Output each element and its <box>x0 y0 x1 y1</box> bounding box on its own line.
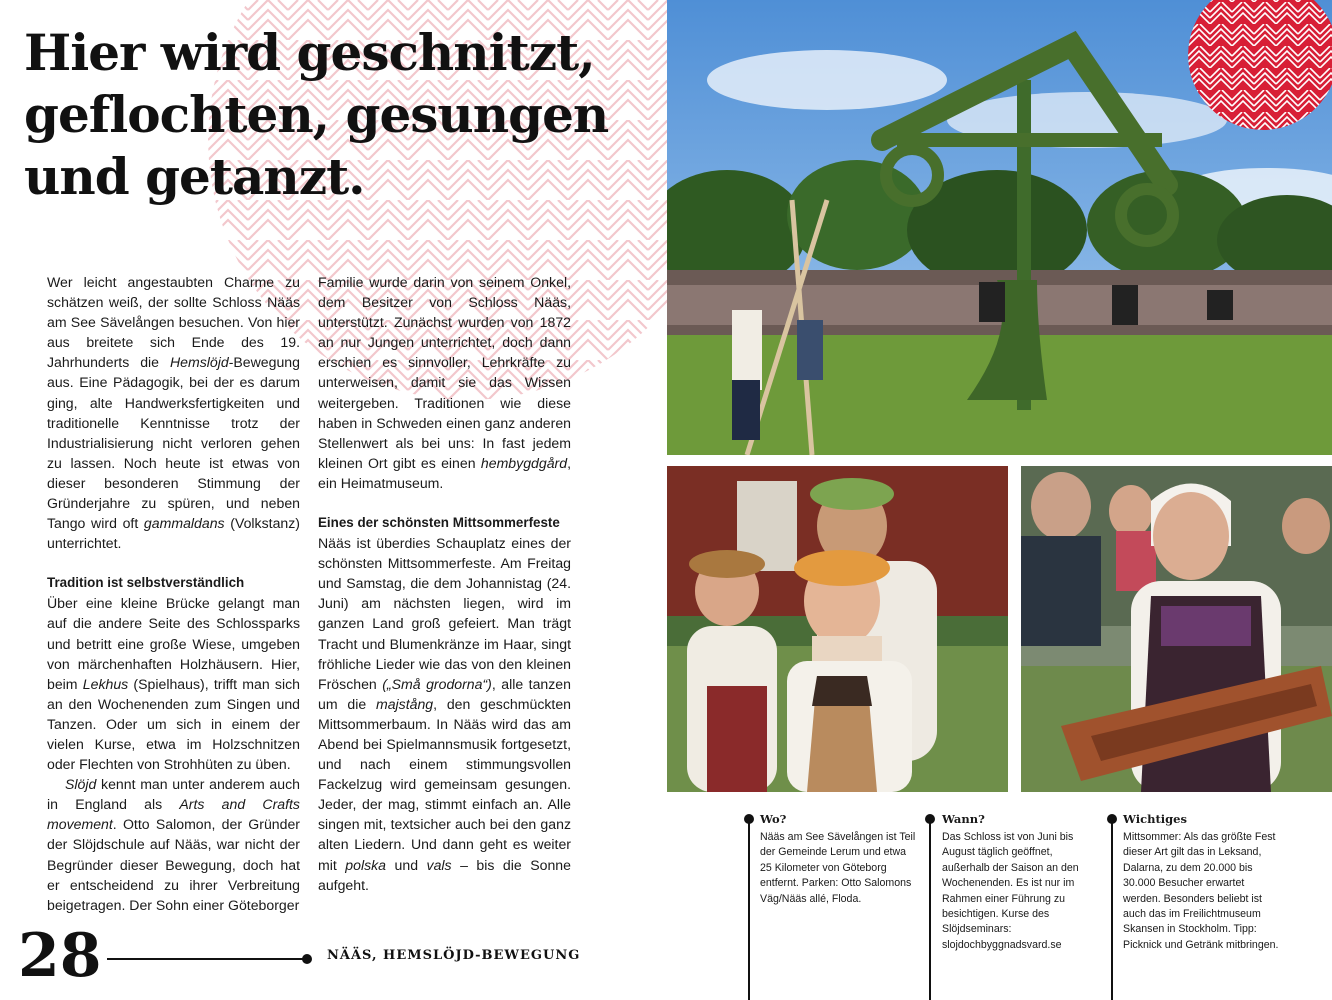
photo-nyckelharpa-player <box>1021 466 1332 792</box>
info-box-text: Mittsommer: Als das größte Fest dieser Art gilt das in Leksand, Dalarna, zu dem 20.000 bis 30.000 Besucher erwartet werden. Besonders beliebt ist auch das im Freilichtmuseum Skansen in Stockholm. Tipp: Picknick und Getränk mitbringen. <box>1123 831 1279 951</box>
footer-bullet-dot <box>302 954 312 964</box>
page-number: 28 <box>18 921 102 991</box>
info-box-title: Wichtiges <box>1123 812 1187 826</box>
text: Über eine kleine Brücke gelangt man auf die andere Seite des Schlossparks und betritt eine große Wiese, umgeben von märchenhaften Holzhäusern. Hier, beim <box>47 595 300 692</box>
paragraph <box>318 272 571 493</box>
info-divider <box>929 818 931 1000</box>
text: – bis die Sonne aufgeht. <box>318 856 571 893</box>
text: , den geschmückten Mittsommerbaum. In Nääs wird das am Abend bei Spielmannsmusik fortgesetzt, und nach einem stimmungsvollen Fackelzug wird gemeinsam gesungen. Jeder, der mag, stimmt einfach an. Alle singen mit, textsicher auch bei den ganz alten Liedern. Und dann geht es weiter mit <box>318 695 572 873</box>
info-divider <box>748 818 750 1000</box>
info-box-wann <box>942 812 1102 953</box>
italic-term: Lekhus <box>82 675 129 692</box>
info-box-text: Nääs am See Sävelången ist Teil der Gemeinde Lerum und etwa 25 Kilometer von Göteborg entfernt. Parken: Otto Salomons Väg/Nääs allé, Floda. <box>760 831 916 905</box>
text: , ein Heimatmuseum. <box>318 454 571 491</box>
info-bullet-dot <box>925 814 935 824</box>
text-column-1 <box>47 272 300 915</box>
headline-line: geflochten, gesungen <box>24 85 609 144</box>
italic-term: Hemslöjd <box>169 354 229 371</box>
italic-term: Slöjd <box>65 776 97 793</box>
italic-term: gammaldans <box>143 515 225 532</box>
footer-rule <box>107 958 305 960</box>
info-bullet-dot <box>1107 814 1117 824</box>
italic-term: majstång <box>375 695 434 712</box>
info-box-wichtiges <box>1123 812 1283 953</box>
text: Wer leicht angestaubten Charme zu schätzen weiß, der sollte Schloss Nääs am See Sävelången besuchen. Von hier aus breitete sich Ende des 19. Jahrhunderts die <box>47 274 300 371</box>
text: und <box>386 856 427 873</box>
paragraph <box>47 774 300 915</box>
subheading: Eines der schönsten Mittsommerfeste <box>318 515 560 531</box>
italic-term: Arts and Crafts movement <box>47 796 300 833</box>
paragraph <box>318 533 571 895</box>
text: kennt man unter anderem auch in England als <box>47 776 300 813</box>
text: . Otto Salomon, der Gründer der Slöjdschule auf Nääs, war nicht der Begründer dieser Bewegung, doch hat er entscheidend zu ihrer Verbreitung beigetragen. Der Sohn einer Göteborger <box>47 816 300 913</box>
info-divider <box>1111 818 1113 1000</box>
subheading: Tradition ist selbstverständlich <box>47 575 245 591</box>
info-box-title: Wann? <box>942 812 985 826</box>
text-column-2 <box>318 272 571 895</box>
photo-couple-flower-crowns <box>667 466 1008 792</box>
info-box-text: Das Schloss ist von Juni bis August täglich geöffnet, außerhalb der Saison an den Wochenenden. Es ist nur im Rahmen einer Führung zu besichtigen. Kurse des Slöjdseminars: slojdochbyggnadsvard.se <box>942 831 1079 951</box>
headline-line: und getanzt. <box>24 147 365 206</box>
info-bullet-dot <box>744 814 754 824</box>
info-box-wo <box>760 812 920 907</box>
text: Nääs ist überdies Schauplatz eines der schönsten Mittsommerfeste. Am Freitag und Samstag, die dem Johannistag (24. Juni) am nächsten liegen, wird im ganzen Land groß gefeiert. Man trägt Tracht und Blumenkränze im Haar, singt fröhliche Lieder wie das von den kleinen Fröschen <box>318 535 571 692</box>
section-title: NÄÄS, HEMSLÖJD-BEWEGUNG <box>327 948 581 963</box>
text: (Volkstanz) unterrichtet. <box>47 515 300 552</box>
text: (Spielhaus), trifft man sich an den Wochenenden zum Singen und Tanzen. Oder um sich in einem der vielen Kurse, etwa im Holzschnitzen oder Flechten von Strohhüten zu üben. <box>47 675 300 773</box>
text: , alle tanzen um die <box>318 675 571 712</box>
headline <box>24 22 624 208</box>
italic-term: hembygdgård <box>480 454 568 471</box>
italic-term: vals <box>426 856 452 873</box>
italic-term: polska <box>345 856 387 873</box>
italic-term: („Små grodorna“) <box>382 675 492 692</box>
text: Familie wurde darin von seinem Onkel, dem Besitzer von Schloss Nääs, unterstützt. Zunächst wurden von 1872 an nur Jungen unterrichtet, doch dann erschien es sinnvoller, Lehrkräfte zu unterweisen, damit sie das Wissen weitergeben. Traditionen wie diese haben in Schweden einen ganz anderen Stellenwert als bei uns: In fast jedem kleinen Ort gibt es einen <box>318 274 571 471</box>
info-box-title: Wo? <box>760 812 787 826</box>
paragraph <box>47 593 300 774</box>
paragraph <box>47 272 300 553</box>
headline-line: Hier wird geschnitzt, <box>24 23 595 82</box>
text: -Bewegung aus. Eine Pädagogik, bei der es darum ging, alte Handwerksfertigkeiten und traditionelle Kenntnisse trotz der Industrialisierung nicht verloren gehen zu lassen. Noch heute ist etwas von dieser besonderen Stimmung der Gründerjahre zu spüren, und neben Tango wird oft <box>47 354 300 532</box>
